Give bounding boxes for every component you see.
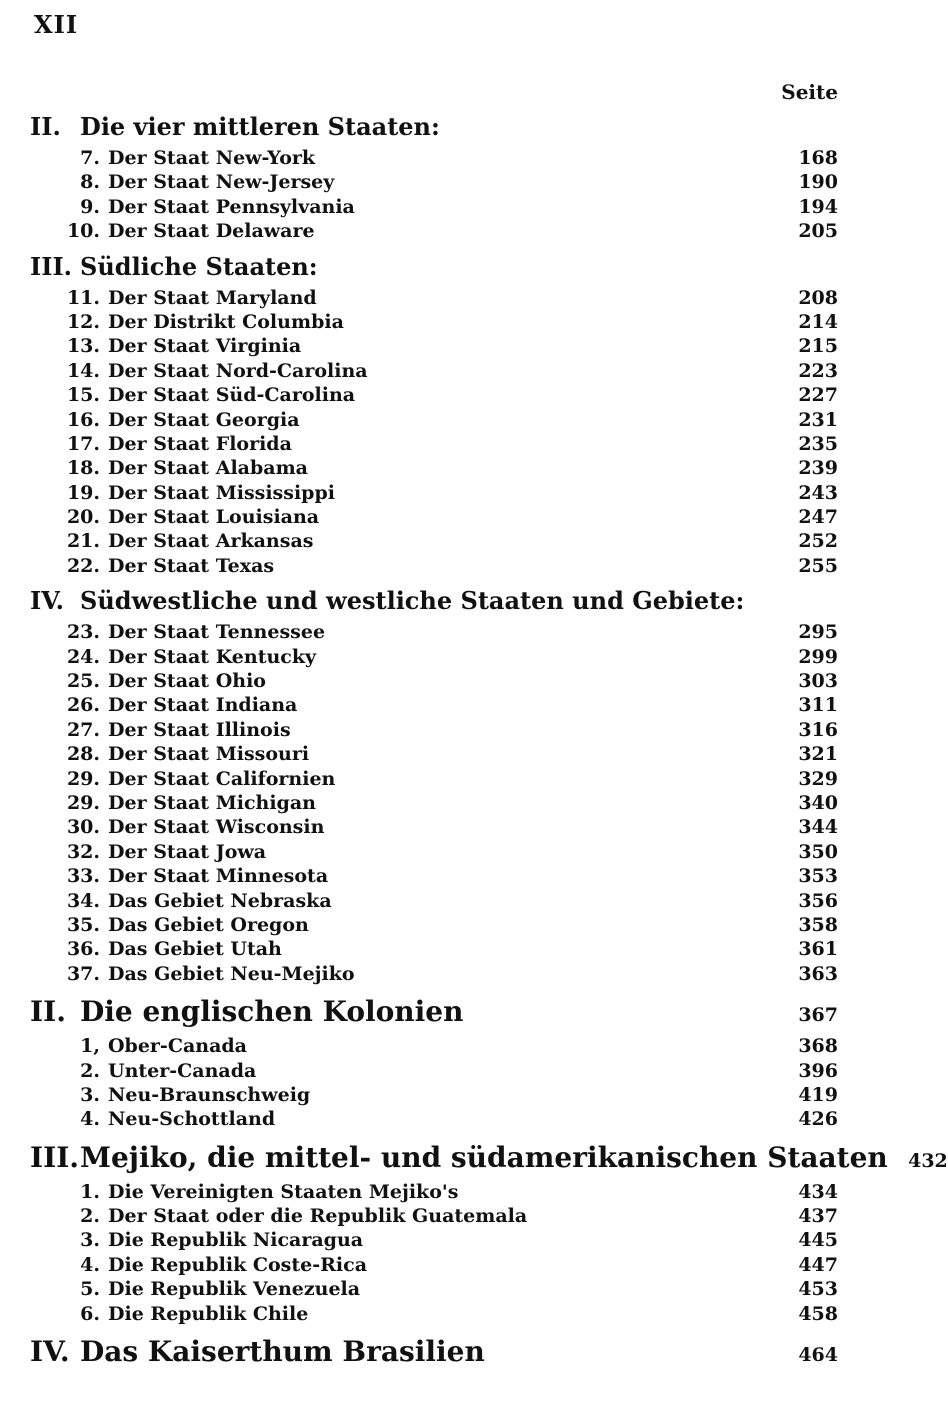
entry-title: Der Staat Jowa	[108, 840, 267, 863]
entry-page-number: 316	[798, 718, 838, 741]
entry-page-number: 252	[798, 530, 838, 553]
entry-page-number: 361	[798, 938, 838, 961]
section-entry-list	[30, 1180, 838, 1326]
toc-entry	[30, 529, 838, 553]
toc-entry	[30, 481, 838, 505]
entry-number: 28.	[66, 743, 100, 766]
entry-title: Unter-Canada	[108, 1059, 257, 1082]
toc-entry	[30, 334, 838, 358]
entry-title: Die Vereinigten Staaten Mejiko's	[108, 1180, 459, 1203]
entry-title: Der Staat Virginia	[108, 335, 302, 358]
toc-entry	[30, 1083, 838, 1107]
entry-number: 20.	[66, 506, 100, 529]
entry-number: 19.	[66, 481, 100, 504]
entry-number: 27.	[66, 718, 100, 741]
entry-page-number: 426	[798, 1108, 838, 1131]
section-entry-list	[30, 620, 838, 986]
entry-number: 6.	[80, 1302, 100, 1325]
entry-number: 7.	[80, 147, 100, 169]
toc-entry	[30, 645, 838, 669]
entry-title: Der Staat oder die Republik Guatemala	[108, 1205, 528, 1228]
entry-number: 1,	[80, 1035, 100, 1058]
entry-number: 32.	[66, 840, 100, 863]
section-entry-list	[30, 1034, 838, 1132]
table-of-contents	[30, 108, 948, 1378]
toc-entry	[30, 1107, 838, 1131]
entry-page-number: 223	[798, 359, 838, 382]
section-page-number: 432	[908, 1149, 948, 1172]
entry-page-number: 303	[798, 670, 838, 693]
entry-number: 35.	[66, 913, 100, 936]
entry-number: 24.	[66, 645, 100, 668]
entry-title: Der Distrikt Columbia	[108, 310, 344, 333]
entry-number: 14.	[66, 359, 100, 382]
entry-page-number: 208	[798, 286, 838, 309]
toc-entry	[30, 791, 838, 815]
section-entry-list	[30, 146, 838, 244]
entry-page-number: 214	[798, 310, 838, 333]
entry-page-number: 311	[798, 694, 838, 717]
entry-page-number: 368	[798, 1035, 838, 1058]
entry-number: 36.	[66, 938, 100, 961]
entry-title: Der Staat Michigan	[108, 791, 316, 814]
toc-entry	[30, 1277, 838, 1301]
entry-title: Der Staat Nord-Carolina	[108, 359, 368, 382]
entry-title: Der Staat Georgia	[108, 408, 300, 431]
entry-title: Ober-Canada	[108, 1035, 247, 1058]
section-heading	[30, 582, 838, 620]
entry-number: 1.	[80, 1180, 100, 1203]
toc-entry	[30, 718, 838, 742]
toc-section	[30, 108, 838, 244]
entry-number: 8.	[80, 171, 100, 194]
toc-entry	[30, 195, 838, 219]
entry-page-number: 255	[798, 554, 838, 577]
entry-number: 22.	[66, 554, 100, 577]
entry-title: Neu-Braunschweig	[108, 1083, 311, 1106]
entry-number: 29.	[66, 767, 100, 790]
entry-page-number: 445	[798, 1229, 838, 1252]
entry-page-number: 419	[798, 1083, 838, 1106]
entry-number: 18.	[66, 457, 100, 480]
entry-title: Der Staat Pennsylvania	[108, 195, 355, 218]
entry-number: 13.	[66, 335, 100, 358]
entry-page-number: 227	[798, 384, 838, 407]
section-roman-numeral: III.	[30, 251, 73, 281]
entry-title: Der Staat Missouri	[108, 743, 310, 766]
entry-title: Der Staat Süd-Carolina	[108, 384, 356, 407]
entry-title: Die Republik Chile	[108, 1302, 309, 1325]
section-page-number: 464	[798, 1344, 838, 1367]
entry-title: Das Gebiet Neu-Mejiko	[108, 962, 355, 985]
entry-page-number: 194	[798, 195, 838, 218]
entry-title: Der Staat Delaware	[108, 220, 315, 243]
page-column-label: Seite	[781, 80, 838, 104]
entry-page-number: 231	[798, 408, 838, 431]
entry-number: 2.	[80, 1059, 100, 1082]
toc-entry	[30, 1253, 838, 1277]
section-roman-numeral: IV.	[30, 586, 65, 616]
entry-page-number: 205	[798, 220, 838, 243]
toc-entry	[30, 937, 838, 961]
entry-page-number: 396	[798, 1059, 838, 1082]
entry-page-number: 239	[798, 457, 838, 480]
entry-title: Der Staat Arkansas	[108, 530, 314, 553]
section-roman-numeral: IV.	[30, 1335, 70, 1369]
entry-number: 4.	[80, 1253, 100, 1276]
entry-number: 3.	[80, 1083, 100, 1106]
toc-entry	[30, 693, 838, 717]
section-title: Die vier mittleren Staaten:	[80, 112, 440, 141]
entry-page-number: 437	[798, 1205, 838, 1228]
entry-number: 15.	[66, 384, 100, 407]
entry-title: Der Staat Ohio	[108, 670, 266, 693]
entry-number: 29.	[66, 791, 100, 814]
toc-entry	[30, 620, 838, 644]
entry-page-number: 344	[798, 816, 838, 839]
section-title: Das Kaiserthum Brasilien	[80, 1335, 485, 1369]
entry-number: 23.	[66, 621, 100, 644]
page-number: XII	[34, 10, 79, 39]
toc-entry	[30, 742, 838, 766]
entry-title: Der Staat Wisconsin	[108, 816, 325, 839]
entry-number: 37.	[66, 962, 100, 985]
entry-page-number: 321	[798, 743, 838, 766]
section-heading	[30, 1136, 948, 1180]
section-heading	[30, 108, 838, 146]
entry-title: Der Staat Minnesota	[108, 865, 329, 888]
entry-title: Die Republik Venezuela	[108, 1278, 361, 1301]
entry-page-number: 295	[798, 621, 838, 644]
entry-page-number: 243	[798, 481, 838, 504]
entry-page-number: 329	[798, 767, 838, 790]
section-title: Südliche Staaten:	[80, 251, 318, 281]
entry-page-number: 358	[798, 913, 838, 936]
entry-number: 30.	[66, 816, 100, 839]
entry-number: 4.	[80, 1108, 100, 1131]
toc-entry	[30, 1228, 838, 1252]
toc-entry	[30, 505, 838, 529]
toc-entry	[30, 383, 838, 407]
entry-title: Der Staat New-Jersey	[108, 171, 335, 194]
entry-page-number: 235	[798, 432, 838, 455]
entry-title: Das Gebiet Oregon	[108, 913, 309, 936]
toc-section	[30, 582, 838, 986]
entry-title: Der Staat Alabama	[108, 457, 308, 480]
entry-title: Der Staat Louisiana	[108, 506, 320, 529]
entry-number: 12.	[66, 310, 100, 333]
toc-entry	[30, 913, 838, 937]
entry-number: 16.	[66, 408, 100, 431]
toc-entry	[30, 286, 838, 310]
entry-page-number: 350	[798, 840, 838, 863]
toc-entry	[30, 669, 838, 693]
entry-number: 34.	[66, 889, 100, 912]
section-title: Mejiko, die mittel- und südamerikanischen Staaten	[80, 1140, 888, 1174]
entry-page-number: 363	[798, 962, 838, 985]
entry-page-number: 299	[798, 645, 838, 668]
entry-number: 21.	[66, 530, 100, 553]
entry-number: 10.	[66, 220, 100, 243]
entry-page-number: 215	[798, 335, 838, 358]
toc-entry	[30, 432, 838, 456]
entry-number: 17.	[66, 432, 100, 455]
entry-title: Die Republik Coste-Rica	[108, 1253, 368, 1276]
toc-entry	[30, 219, 838, 243]
section-roman-numeral: II.	[30, 112, 61, 141]
entry-page-number: 453	[798, 1278, 838, 1301]
toc-entry	[30, 864, 838, 888]
section-heading	[30, 990, 838, 1034]
entry-title: Der Staat New-York	[108, 147, 316, 169]
entry-title: Das Gebiet Nebraska	[108, 889, 332, 912]
toc-entry	[30, 1059, 838, 1083]
entry-title: Neu-Schottland	[108, 1108, 276, 1131]
toc-entry	[30, 962, 838, 986]
entry-title: Der Staat Californien	[108, 767, 336, 790]
entry-number: 11.	[66, 286, 100, 309]
entry-number: 3.	[80, 1229, 100, 1252]
entry-title: Die Republik Nicaragua	[108, 1229, 364, 1252]
toc-entry	[30, 170, 838, 194]
entry-page-number: 356	[798, 889, 838, 912]
entry-title: Der Staat Mississippi	[108, 481, 335, 504]
section-title: Südwestliche und westliche Staaten und Gebiete:	[80, 586, 745, 616]
entry-number: 33.	[66, 865, 100, 888]
toc-entry	[30, 146, 838, 170]
entry-title: Das Gebiet Utah	[108, 938, 282, 961]
section-heading	[30, 1330, 838, 1374]
section-title: Die englischen Kolonien	[80, 995, 464, 1029]
entry-title: Der Staat Illinois	[108, 718, 291, 741]
entry-number: 5.	[80, 1278, 100, 1301]
toc-entry	[30, 840, 838, 864]
toc-entry	[30, 889, 838, 913]
section-page-number: 367	[798, 1004, 838, 1027]
toc-section	[30, 990, 838, 1132]
toc-entry	[30, 310, 838, 334]
toc-section	[30, 1136, 948, 1326]
entry-title: Der Staat Indiana	[108, 694, 298, 717]
entry-page-number: 168	[798, 147, 838, 169]
entry-number: 26.	[66, 694, 100, 717]
entry-title: Der Staat Texas	[108, 554, 275, 577]
entry-number: 2.	[80, 1205, 100, 1228]
toc-entry	[30, 815, 838, 839]
entry-page-number: 190	[798, 171, 838, 194]
toc-entry	[30, 1180, 838, 1204]
toc-section	[30, 1330, 838, 1374]
entry-title: Der Staat Maryland	[108, 286, 317, 309]
toc-entry	[30, 359, 838, 383]
entry-page-number: 247	[798, 506, 838, 529]
toc-entry	[30, 408, 838, 432]
entry-page-number: 340	[798, 791, 838, 814]
entry-number: 9.	[80, 195, 100, 218]
toc-entry	[30, 1034, 838, 1058]
section-roman-numeral: III.	[30, 1140, 80, 1174]
entry-page-number: 458	[798, 1302, 838, 1325]
section-roman-numeral: II.	[30, 995, 66, 1029]
section-heading	[30, 248, 838, 286]
entry-title: Der Staat Tennessee	[108, 621, 326, 644]
toc-entry	[30, 456, 838, 480]
entry-page-number: 434	[798, 1180, 838, 1203]
toc-entry	[30, 554, 838, 578]
toc-entry	[30, 767, 838, 791]
toc-entry	[30, 1302, 838, 1326]
entry-page-number: 447	[798, 1253, 838, 1276]
entry-page-number: 353	[798, 865, 838, 888]
section-entry-list	[30, 286, 838, 579]
toc-entry	[30, 1204, 838, 1228]
entry-title: Der Staat Florida	[108, 432, 292, 455]
entry-number: 25.	[66, 670, 100, 693]
entry-title: Der Staat Kentucky	[108, 645, 317, 668]
toc-section	[30, 248, 838, 579]
